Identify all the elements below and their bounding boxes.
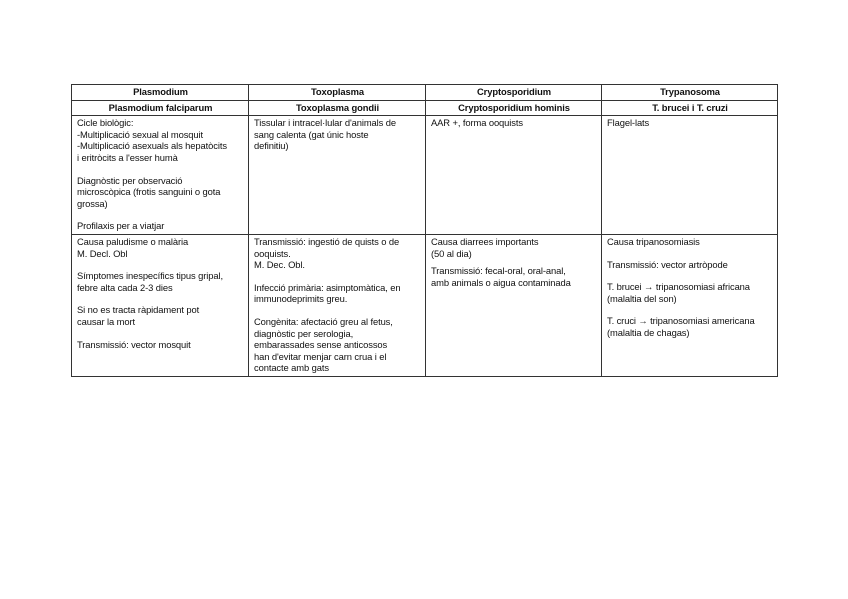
cell-plasmodium-biology xyxy=(72,116,249,235)
text-line: M. Decl. Obl xyxy=(77,247,128,259)
header-toxoplasma: Toxoplasma xyxy=(249,85,426,101)
text-line: Diagnòstic per observació xyxy=(77,174,183,186)
text-line: i eritròcits a l'esser humà xyxy=(77,151,178,163)
text-line: Transmissió: fecal-oral, oral-anal, xyxy=(431,265,566,277)
cell-toxoplasma-clinical xyxy=(249,234,426,376)
text-line: Cicle biològic: xyxy=(77,117,134,129)
text-line: (50 al dia) xyxy=(431,247,472,259)
cell-plasmodium-clinical xyxy=(72,234,249,376)
text-line: Infecció primària: asimptomàtica, en xyxy=(254,281,401,293)
text-line: embarassades sense anticossos xyxy=(254,339,388,351)
text-line: -Multiplicació asexuals als hepatòcits xyxy=(77,140,227,152)
text-line: (malaltia de chagas) xyxy=(607,326,690,338)
text-line: grossa) xyxy=(77,197,108,209)
text-line: Tissular i intracel·lular d'animals de xyxy=(254,117,396,129)
text-line: Símptomes inespecífics tipus gripal, xyxy=(77,270,223,282)
text-line: immunodeprimits greu. xyxy=(254,293,348,305)
text-line: Si no es tracta ràpidament pot xyxy=(77,304,200,316)
text-line: Flagel-lats xyxy=(607,117,650,129)
cell-trypanosoma-clinical xyxy=(602,234,778,376)
cell-toxoplasma-biology xyxy=(249,116,426,235)
text-line: Congènita: afectació greu al fetus, xyxy=(254,315,393,327)
cell-cryptosporidium-clinical xyxy=(426,234,602,376)
header-cryptosporidium: Cryptosporidium xyxy=(426,85,602,101)
text-line: amb animals o aigua contaminada xyxy=(431,276,571,288)
text-line: Causa diarrees importants xyxy=(431,235,539,247)
parasites-table xyxy=(71,84,778,377)
table-row xyxy=(72,234,778,376)
text-line: T. cruci → tripanosomiasi americana xyxy=(607,315,755,327)
text-line: definitiu) xyxy=(254,140,289,152)
species-plasmodium: Plasmodium falciparum xyxy=(72,100,249,116)
text-line: han d'evitar menjar carn crua i el xyxy=(254,350,387,362)
cell-cryptosporidium-biology xyxy=(426,116,602,235)
text-line: Transmissió: vector artròpode xyxy=(607,258,728,270)
text-line: Profilaxis per a viatjar xyxy=(77,220,165,232)
text-line: sang calenta (gat únic hoste xyxy=(254,128,369,140)
text-line: AAR +, forma ooquists xyxy=(431,117,523,129)
text-line: ooquists. xyxy=(254,247,291,259)
cell-trypanosoma-biology xyxy=(602,116,778,235)
text-line: Transmissió: vector mosquit xyxy=(77,338,191,350)
table-row xyxy=(72,116,778,235)
species-cryptosporidium: Cryptosporidium hominis xyxy=(426,100,602,116)
text-line: Causa paludisme o malària xyxy=(77,235,189,247)
text-line: -Multiplicació sexual al mosquit xyxy=(77,128,204,140)
text-line: microscòpica (frotis sanguini o gota xyxy=(77,186,221,198)
species-row xyxy=(72,100,778,116)
header-row xyxy=(72,85,778,101)
header-plasmodium: Plasmodium xyxy=(72,85,249,101)
species-toxoplasma: Toxoplasma gondii xyxy=(249,100,426,116)
text-line: Causa tripanosomiasis xyxy=(607,235,700,247)
text-line: febre alta cada 2-3 dies xyxy=(77,281,173,293)
text-line: Transmissió: ingestió de quists o de xyxy=(254,235,400,247)
species-trypanosoma: T. brucei i T. cruzi xyxy=(602,100,778,116)
text-line: M. Dec. Obl. xyxy=(254,259,305,271)
text-line: T. brucei → tripanosomiasi africana xyxy=(607,281,750,293)
header-trypanosoma: Trypanosoma xyxy=(602,85,778,101)
text-line: (malaltia del son) xyxy=(607,292,677,304)
text-line: contacte amb gats xyxy=(254,362,329,374)
text-line: causar la mort xyxy=(77,315,135,327)
text-line: diagnòstic per serologia, xyxy=(254,327,354,339)
